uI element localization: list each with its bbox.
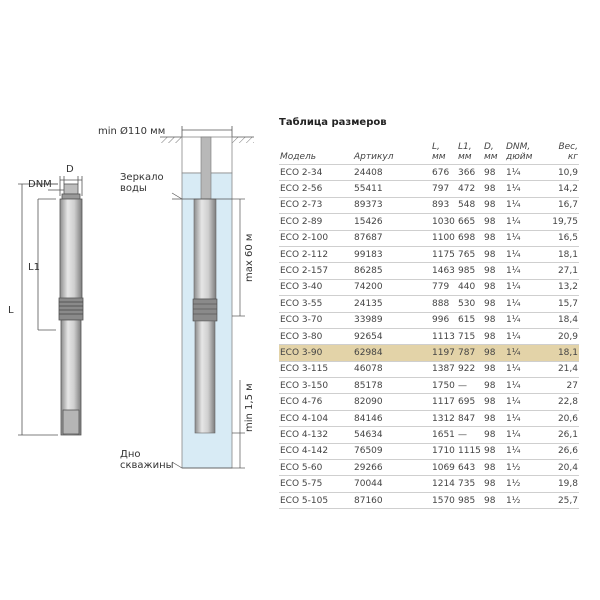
cell-l1: 787 [457,345,483,361]
cell-l1: 985 [457,263,483,279]
cell-article: 76509 [353,443,431,459]
cell-article: 92654 [353,328,431,344]
cell-dnm: 1¼ [505,263,543,279]
cell-model: ECO 2-89 [279,214,353,230]
cell-article: 24135 [353,296,431,312]
cell-dnm: 1¼ [505,427,543,443]
cell-d: 98 [483,230,505,246]
cell-dnm: 1¼ [505,394,543,410]
cell-dnm: 1¼ [505,328,543,344]
cell-d: 98 [483,197,505,213]
cell-dnm: 1¼ [505,410,543,426]
cell-model: ECO 4-142 [279,443,353,459]
cell-weight: 26,6 [543,443,579,459]
cell-dnm: 1¼ [505,279,543,295]
cell-dnm: 1¼ [505,378,543,394]
cell-d: 98 [483,214,505,230]
cell-l: 1312 [431,410,457,426]
well-drawing [160,126,254,468]
cell-article: 15426 [353,214,431,230]
cell-l: 1651 [431,427,457,443]
cell-weight: 27,1 [543,263,579,279]
cell-l: 996 [431,312,457,328]
cell-weight: 21,4 [543,361,579,377]
cell-model: ECO 3-80 [279,328,353,344]
cell-model: ECO 3-115 [279,361,353,377]
cell-l: 1750 [431,378,457,394]
cell-l1: 440 [457,279,483,295]
cell-model: ECO 2-34 [279,165,353,181]
cell-article: 87160 [353,492,431,508]
cell-dnm: 1¼ [505,312,543,328]
cell-weight: 10,9 [543,165,579,181]
pump-installation-diagram [0,0,275,600]
header-l: L, мм [432,142,446,162]
cell-l: 1030 [431,214,457,230]
cell-article: 70044 [353,476,431,492]
cell-model: ECO 3-55 [279,296,353,312]
header-dnm: DNM, дюйм [506,142,533,162]
cell-dnm: 1¼ [505,345,543,361]
cell-l: 1570 [431,492,457,508]
header-d: D, мм [484,142,498,162]
table-row [279,378,579,394]
cell-article: 55411 [353,181,431,197]
cell-l1: 698 [457,230,483,246]
cell-dnm: 1¼ [505,165,543,181]
cell-weight: 16,7 [543,197,579,213]
cell-dnm: 1½ [505,460,543,476]
cell-article: 82090 [353,394,431,410]
cell-dnm: 1¼ [505,361,543,377]
table-row [279,476,579,492]
cell-model: ECO 2-100 [279,230,353,246]
table-row [279,165,579,181]
cell-d: 98 [483,246,505,262]
cell-d: 98 [483,181,505,197]
cell-d: 98 [483,263,505,279]
cell-l1: 735 [457,476,483,492]
cell-l1: 472 [457,181,483,197]
cell-l1: 366 [457,165,483,181]
cell-weight: 26,1 [543,427,579,443]
cell-l: 1113 [431,328,457,344]
cell-l1: 530 [457,296,483,312]
cell-model: ECO 5-105 [279,492,353,508]
table-row [279,410,579,426]
cell-l: 1069 [431,460,457,476]
cell-d: 98 [483,460,505,476]
cell-article: 29266 [353,460,431,476]
cell-l: 779 [431,279,457,295]
cell-d: 98 [483,345,505,361]
cell-d: 98 [483,165,505,181]
cell-weight: 18,1 [543,246,579,262]
cell-d: 98 [483,378,505,394]
cell-l1: 847 [457,410,483,426]
cell-l1: 695 [457,394,483,410]
table-row [279,263,579,279]
cell-l1: 765 [457,246,483,262]
table-row [279,328,579,344]
cell-d: 98 [483,410,505,426]
cell-l: 893 [431,197,457,213]
cell-l: 1117 [431,394,457,410]
min-diameter-label: min Ø110 мм [98,126,166,137]
header-weight: Вес, кг [558,142,578,162]
cell-dnm: 1¼ [505,181,543,197]
cell-l: 676 [431,165,457,181]
cell-l1: — [457,378,483,394]
cell-model: ECO 3-90 [279,345,353,361]
cell-model: ECO 2-112 [279,246,353,262]
cell-model: ECO 3-70 [279,312,353,328]
cell-l: 797 [431,181,457,197]
table-row [279,492,579,508]
table-row [279,361,579,377]
cell-model: ECO 5-75 [279,476,353,492]
table-row [279,230,579,246]
cell-l1: 715 [457,328,483,344]
cell-dnm: 1½ [505,476,543,492]
table-row [279,197,579,213]
cell-l1: 643 [457,460,483,476]
cell-weight: 15,7 [543,296,579,312]
cell-d: 98 [483,492,505,508]
cell-model: ECO 4-132 [279,427,353,443]
cell-weight: 18,4 [543,312,579,328]
water-mirror-label-line2: воды [120,183,147,194]
l1-label: L1 [28,262,40,273]
l-label: L [8,305,14,316]
cell-l1: 548 [457,197,483,213]
cell-weight: 20,6 [543,410,579,426]
well-bottom-label-line1: Дно [120,449,141,460]
cell-model: ECO 3-150 [279,378,353,394]
max-depth-label: max 60 м [244,233,255,282]
table-row [279,181,579,197]
cell-d: 98 [483,443,505,459]
sizes-table [279,140,579,509]
cell-dnm: 1¼ [505,296,543,312]
cell-d: 98 [483,328,505,344]
min-bottom-label: min 1,5 м [244,383,255,432]
table-row [279,214,579,230]
cell-weight: 18,1 [543,345,579,361]
table-row [279,394,579,410]
cell-weight: 19,8 [543,476,579,492]
cell-l: 1387 [431,361,457,377]
cell-article: 62984 [353,345,431,361]
table-row [279,296,579,312]
dnm-label: DNM [28,179,52,190]
cell-l1: 615 [457,312,483,328]
table-row [279,345,579,361]
cell-article: 85178 [353,378,431,394]
cell-article: 46078 [353,361,431,377]
cell-l: 888 [431,296,457,312]
cell-l1: 665 [457,214,483,230]
cell-dnm: 1½ [505,492,543,508]
cell-l: 1463 [431,263,457,279]
cell-d: 98 [483,394,505,410]
cell-weight: 19,75 [543,214,579,230]
cell-weight: 25,7 [543,492,579,508]
table-row [279,427,579,443]
cell-weight: 20,4 [543,460,579,476]
header-article: Артикул [354,152,394,162]
cell-l: 1175 [431,246,457,262]
table-header-row [279,140,579,165]
cell-l1: 922 [457,361,483,377]
cell-article: 24408 [353,165,431,181]
cell-d: 98 [483,427,505,443]
pump-dimension-drawing [18,176,83,435]
table-row [279,443,579,459]
cell-article: 87687 [353,230,431,246]
cell-model: ECO 2-56 [279,181,353,197]
cell-weight: 27 [543,378,579,394]
header-model: Модель [280,152,317,162]
cell-article: 99183 [353,246,431,262]
cell-weight: 20,9 [543,328,579,344]
cell-article: 89373 [353,197,431,213]
cell-article: 33989 [353,312,431,328]
header-l1: L1, мм [458,142,472,162]
cell-model: ECO 4-76 [279,394,353,410]
well-bottom-label-line2: скважины [120,460,174,471]
cell-model: ECO 3-40 [279,279,353,295]
cell-l1: 1115 [457,443,483,459]
cell-l: 1710 [431,443,457,459]
cell-weight: 16,5 [543,230,579,246]
cell-weight: 22,8 [543,394,579,410]
table-row [279,312,579,328]
cell-d: 98 [483,361,505,377]
cell-d: 98 [483,279,505,295]
cell-l: 1100 [431,230,457,246]
cell-l: 1214 [431,476,457,492]
table-row [279,279,579,295]
cell-model: ECO 2-157 [279,263,353,279]
cell-d: 98 [483,476,505,492]
cell-l1: 985 [457,492,483,508]
cell-model: ECO 2-73 [279,197,353,213]
cell-d: 98 [483,296,505,312]
cell-dnm: 1¼ [505,197,543,213]
cell-model: ECO 5-60 [279,460,353,476]
cell-article: 74200 [353,279,431,295]
cell-dnm: 1¼ [505,230,543,246]
cell-model: ECO 4-104 [279,410,353,426]
table-row [279,246,579,262]
cell-d: 98 [483,312,505,328]
cell-l: 1197 [431,345,457,361]
cell-dnm: 1¼ [505,214,543,230]
cell-article: 84146 [353,410,431,426]
water-mirror-label-line1: Зеркало [120,172,164,183]
cell-article: 54634 [353,427,431,443]
cell-weight: 13,2 [543,279,579,295]
cell-dnm: 1¼ [505,443,543,459]
cell-l1: — [457,427,483,443]
cell-weight: 14,2 [543,181,579,197]
d-label: D [66,164,74,175]
cell-article: 86285 [353,263,431,279]
table-row [279,460,579,476]
table-title: Таблица размеров [279,117,387,128]
cell-dnm: 1¼ [505,246,543,262]
